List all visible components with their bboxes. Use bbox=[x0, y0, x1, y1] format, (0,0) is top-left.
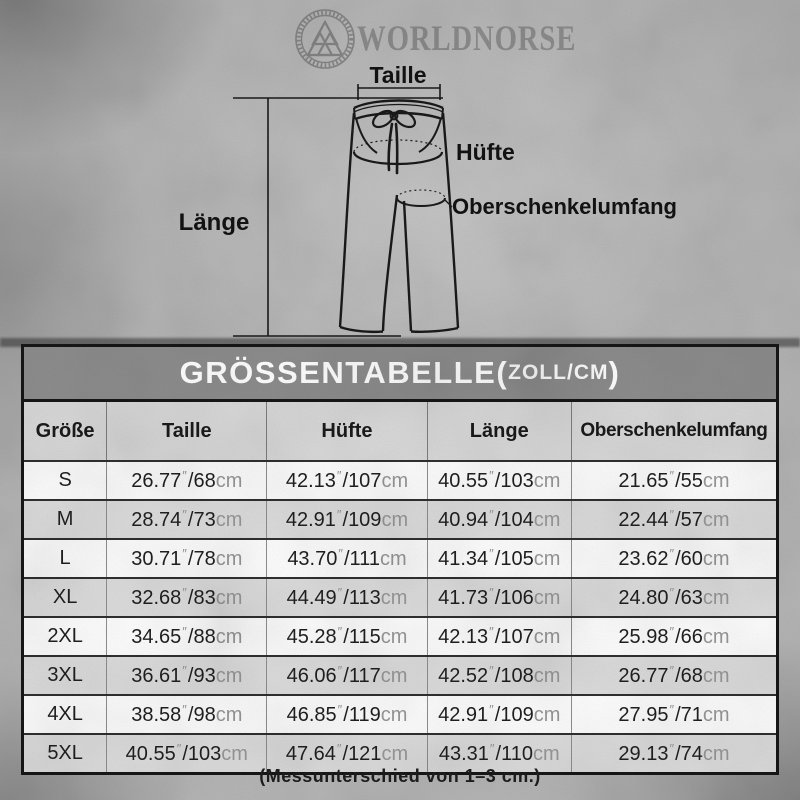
measurement-cell: 26.77″/68cm bbox=[107, 461, 267, 500]
size-cell: M bbox=[24, 500, 107, 539]
size-cell: L bbox=[24, 539, 107, 578]
size-cell: 4XL bbox=[24, 695, 107, 734]
table-title-close: ) bbox=[608, 355, 621, 390]
valknut-ring-icon bbox=[293, 7, 357, 71]
table-row bbox=[24, 617, 776, 656]
measurement-cell: 29.13″/74cm bbox=[571, 734, 776, 772]
measurement-tolerance-note: (Messunterschied von 1–3 cm.) bbox=[259, 766, 541, 786]
measurement-cell: 21.65″/55cm bbox=[571, 461, 776, 500]
measurement-cell: 42.13″/107cm bbox=[267, 461, 427, 500]
measurement-cell: 42.13″/107cm bbox=[427, 617, 571, 656]
measurement-cell: 24.80″/63cm bbox=[571, 578, 776, 617]
size-cell: S bbox=[24, 461, 107, 500]
measurement-cell: 36.61″/93cm bbox=[107, 656, 267, 695]
measurement-cell: 46.06″/117cm bbox=[267, 656, 427, 695]
column-header-waist: Taille bbox=[107, 402, 267, 461]
column-header-hip: Hüfte bbox=[267, 402, 427, 461]
size-cell: 3XL bbox=[24, 656, 107, 695]
table-row bbox=[24, 539, 776, 578]
hip-label: Hüfte bbox=[456, 139, 515, 165]
measurement-cell: 34.65″/88cm bbox=[107, 617, 267, 656]
measurement-cell: 43.70″/111cm bbox=[267, 539, 427, 578]
measurement-cell: 22.44″/57cm bbox=[571, 500, 776, 539]
measurement-cell: 27.95″/71cm bbox=[571, 695, 776, 734]
measurement-cell: 40.55″/103cm bbox=[107, 734, 267, 772]
measurement-cell: 40.94″/104cm bbox=[427, 500, 571, 539]
column-header-size: Größe bbox=[24, 402, 107, 461]
table-row bbox=[24, 695, 776, 734]
length-label: Länge bbox=[178, 209, 250, 236]
measurement-cell: 44.49″/113cm bbox=[267, 578, 427, 617]
size-table-body bbox=[24, 461, 776, 772]
table-row bbox=[24, 461, 776, 500]
measurement-cell: 42.91″/109cm bbox=[427, 695, 571, 734]
measurement-cell: 23.62″/60cm bbox=[571, 539, 776, 578]
measurement-cell: 25.98″/66cm bbox=[571, 617, 776, 656]
size-cell: 5XL bbox=[47, 742, 83, 764]
size-cell: 2XL bbox=[24, 617, 107, 656]
dimension-lines bbox=[233, 84, 443, 336]
measurement-cell: 28.74″/73cm bbox=[107, 500, 267, 539]
table-row bbox=[24, 656, 776, 695]
table-row bbox=[24, 578, 776, 617]
measurement-cell: 45.28″/115cm bbox=[267, 617, 427, 656]
measurement-cell: 47.64″/121cm bbox=[267, 734, 427, 772]
table-title-unit: ZOLL/CM bbox=[508, 361, 609, 384]
pants-outline bbox=[340, 101, 458, 332]
brand-name: WORLDNORSE bbox=[357, 18, 577, 58]
thigh-label: Oberschenkelumfang bbox=[452, 194, 677, 219]
measurement-cell: 30.71″/78cm bbox=[107, 539, 267, 578]
measurement-cell: 41.34″/105cm bbox=[427, 539, 571, 578]
measurement-cell: 43.31″/110cm bbox=[427, 734, 571, 772]
measurement-cell: 42.91″/109cm bbox=[267, 500, 427, 539]
measurement-cell: 38.58″/98cm bbox=[107, 695, 267, 734]
measurement-cell: 32.68″/83cm bbox=[107, 578, 267, 617]
measurement-cell: 42.52″/108cm bbox=[427, 656, 571, 695]
column-header-length: Länge bbox=[427, 402, 571, 461]
measurement-cell: 40.55″/103cm bbox=[427, 461, 571, 500]
measurement-cell: 26.77″/68cm bbox=[571, 656, 776, 695]
measurement-cell: 41.73″/106cm bbox=[427, 578, 571, 617]
waist-label: Taille bbox=[369, 62, 427, 88]
size-cell: XL bbox=[24, 578, 107, 617]
table-header-row bbox=[24, 402, 776, 461]
measurement-cell: 46.85″/119cm bbox=[267, 695, 427, 734]
table-title bbox=[24, 347, 776, 402]
size-table bbox=[21, 344, 779, 775]
table-row bbox=[24, 500, 776, 539]
column-header-thigh: Oberschenkelumfang bbox=[571, 402, 776, 461]
table-title-main: GRÖSSENTABELLE( bbox=[179, 355, 509, 390]
